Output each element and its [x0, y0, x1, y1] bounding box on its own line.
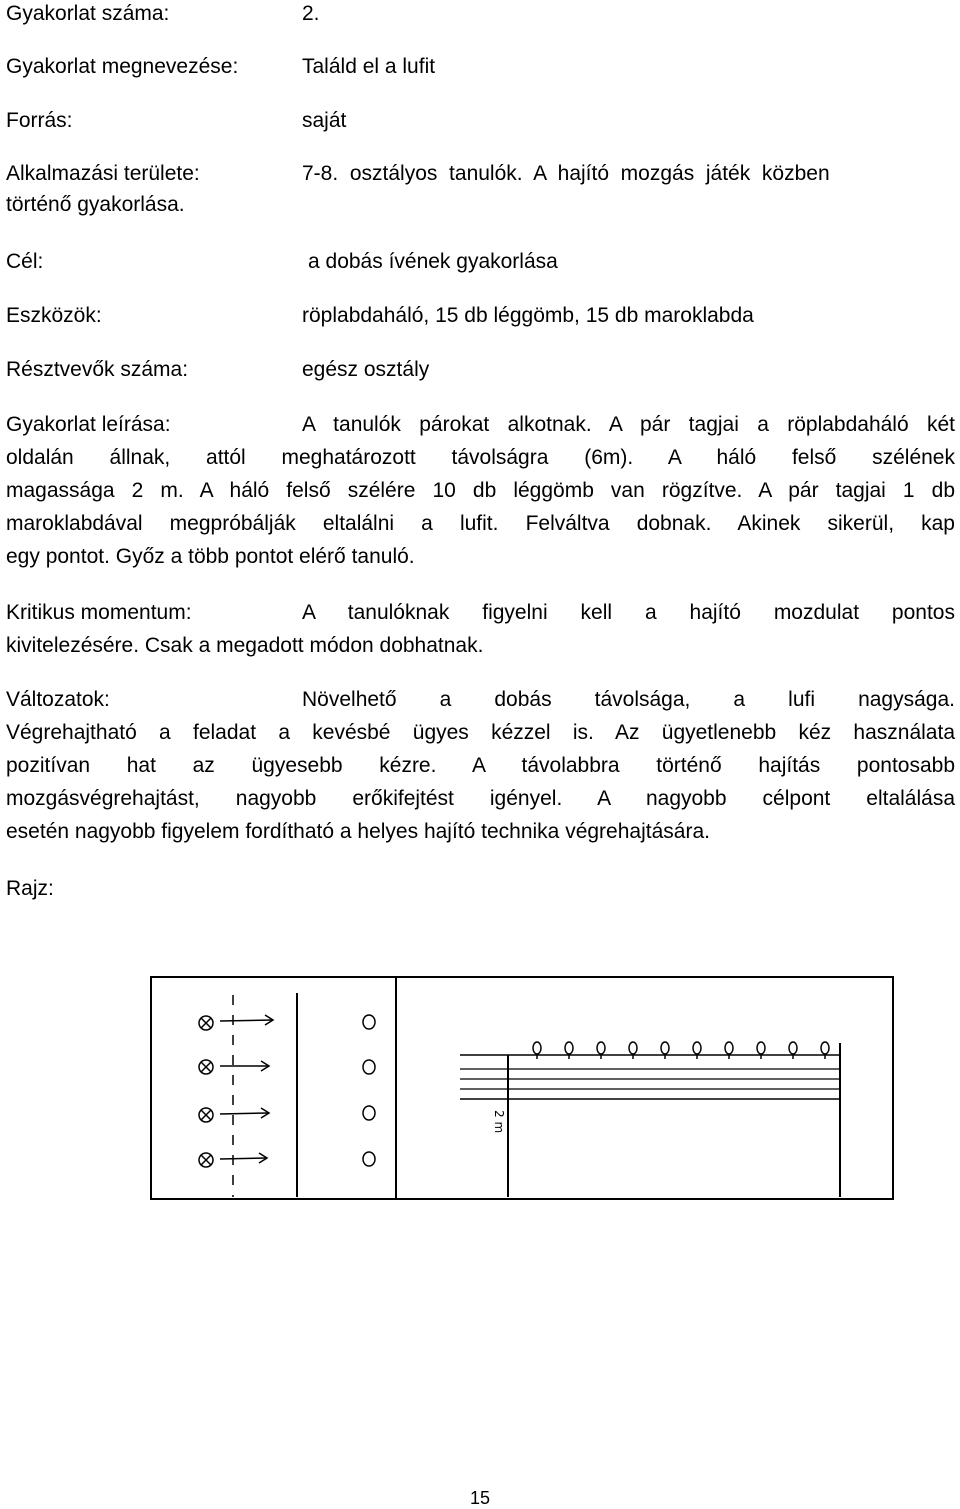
balloon-circle: [363, 1106, 375, 1120]
description-line: maroklabdával megpróbálják eltalálni a lufit. Felváltva dobnak. Akinek sikerül, kap: [6, 512, 955, 535]
variants-paragraph: [6, 683, 955, 848]
balloon: [789, 1042, 797, 1059]
description-line: oldalán állnak, attól meghatározott távolságra (6m). A háló felső szélének: [6, 446, 955, 469]
tools-label: Eszközök:: [6, 304, 102, 327]
net-height-note: 2 m: [492, 1110, 506, 1134]
arrow: [220, 1108, 269, 1118]
area-value-continued: történő gyakorlása.: [6, 193, 185, 216]
player-markers: [199, 1016, 213, 1167]
balloon: [693, 1042, 701, 1059]
variants-line: Növelhető a dobás távolsága, a lufi nagysága.: [302, 688, 955, 711]
net-balloons: [533, 1042, 829, 1059]
number-value: 2.: [302, 2, 320, 25]
description-line: A tanulók párokat alkotnak. A pár tagjai a röplabdaháló két: [302, 413, 955, 436]
participants-value: egész osztály: [302, 358, 430, 381]
critical-line: kivitelezésére. Csak a megadott módon dobhatnak.: [6, 634, 484, 657]
throw-arrows: [220, 1015, 273, 1163]
player-marker: [199, 1108, 213, 1122]
player-marker: [199, 1016, 213, 1030]
tools-value: röplabdaháló, 15 db léggömb, 15 db maroklabda: [302, 304, 754, 327]
page-number: 15: [469, 1488, 491, 1508]
number-label: Gyakorlat száma:: [6, 2, 170, 25]
side-view-frame: [396, 977, 893, 1199]
name-label: Gyakorlat megnevezése:: [6, 55, 239, 78]
participants-label: Résztvevők száma:: [6, 358, 189, 381]
source-label: Forrás:: [6, 109, 73, 132]
balloon: [725, 1042, 733, 1059]
balloon-circle: [363, 1060, 375, 1074]
critical-line: A tanulóknak figyelni kell a hajító mozdulat pontos: [302, 601, 955, 624]
critical-label: Kritikus momentum:: [6, 601, 192, 624]
balloon: [533, 1042, 541, 1059]
description-line: egy pontot. Győz a több pontot elérő tanuló.: [6, 545, 415, 568]
balloon: [661, 1042, 669, 1059]
area-label: Alkalmazási területe:: [6, 162, 200, 185]
exercise-drawing: [150, 975, 895, 1205]
description-paragraph: [6, 408, 955, 573]
goal-label: Cél:: [6, 250, 44, 273]
variants-line: pozitívan hat az ügyesebb kézre. A távolabbra történő hajítás pontosabb: [6, 754, 955, 777]
balloon-circle: [363, 1015, 375, 1029]
source-value: saját: [302, 109, 347, 132]
area-value: 7-8. osztályos tanulók. A hajító mozgás játék közben: [302, 162, 830, 185]
balloon-markers: [363, 1015, 375, 1166]
balloon: [629, 1042, 637, 1059]
variants-label: Változatok:: [6, 688, 110, 711]
arrow: [220, 1061, 269, 1071]
top-view-frame: [151, 977, 396, 1199]
goal-value: a dobás ívének gyakorlása: [308, 250, 558, 273]
arrow: [220, 1015, 273, 1025]
balloon: [821, 1042, 829, 1059]
drawing-label: Rajz:: [6, 877, 54, 900]
variants-line: esetén nagyobb figyelem fordítható a helyes hajító technika végrehajtására.: [6, 820, 710, 843]
description-line: magassága 2 m. A háló felső szélére 10 db léggömb van rögzítve. A pár tagjai 1 db: [6, 479, 955, 502]
variants-line: mozgásvégrehajtást, nagyobb erőkifejtést igényel. A nagyobb célpont eltalálása: [6, 787, 955, 810]
balloon-circle: [363, 1152, 375, 1166]
balloon: [597, 1042, 605, 1059]
arrow: [220, 1153, 267, 1163]
player-marker: [199, 1060, 213, 1074]
player-marker: [199, 1153, 213, 1167]
name-value: Találd el a lufit: [302, 55, 436, 78]
critical-paragraph: [6, 596, 955, 662]
variants-line: Végrehajtható a feladat a kevésbé ügyes kézzel is. Az ügyetlenebb kéz használata: [6, 721, 955, 744]
balloon: [757, 1042, 765, 1059]
balloon: [565, 1042, 573, 1059]
description-label: Gyakorlat leírása:: [6, 413, 171, 436]
